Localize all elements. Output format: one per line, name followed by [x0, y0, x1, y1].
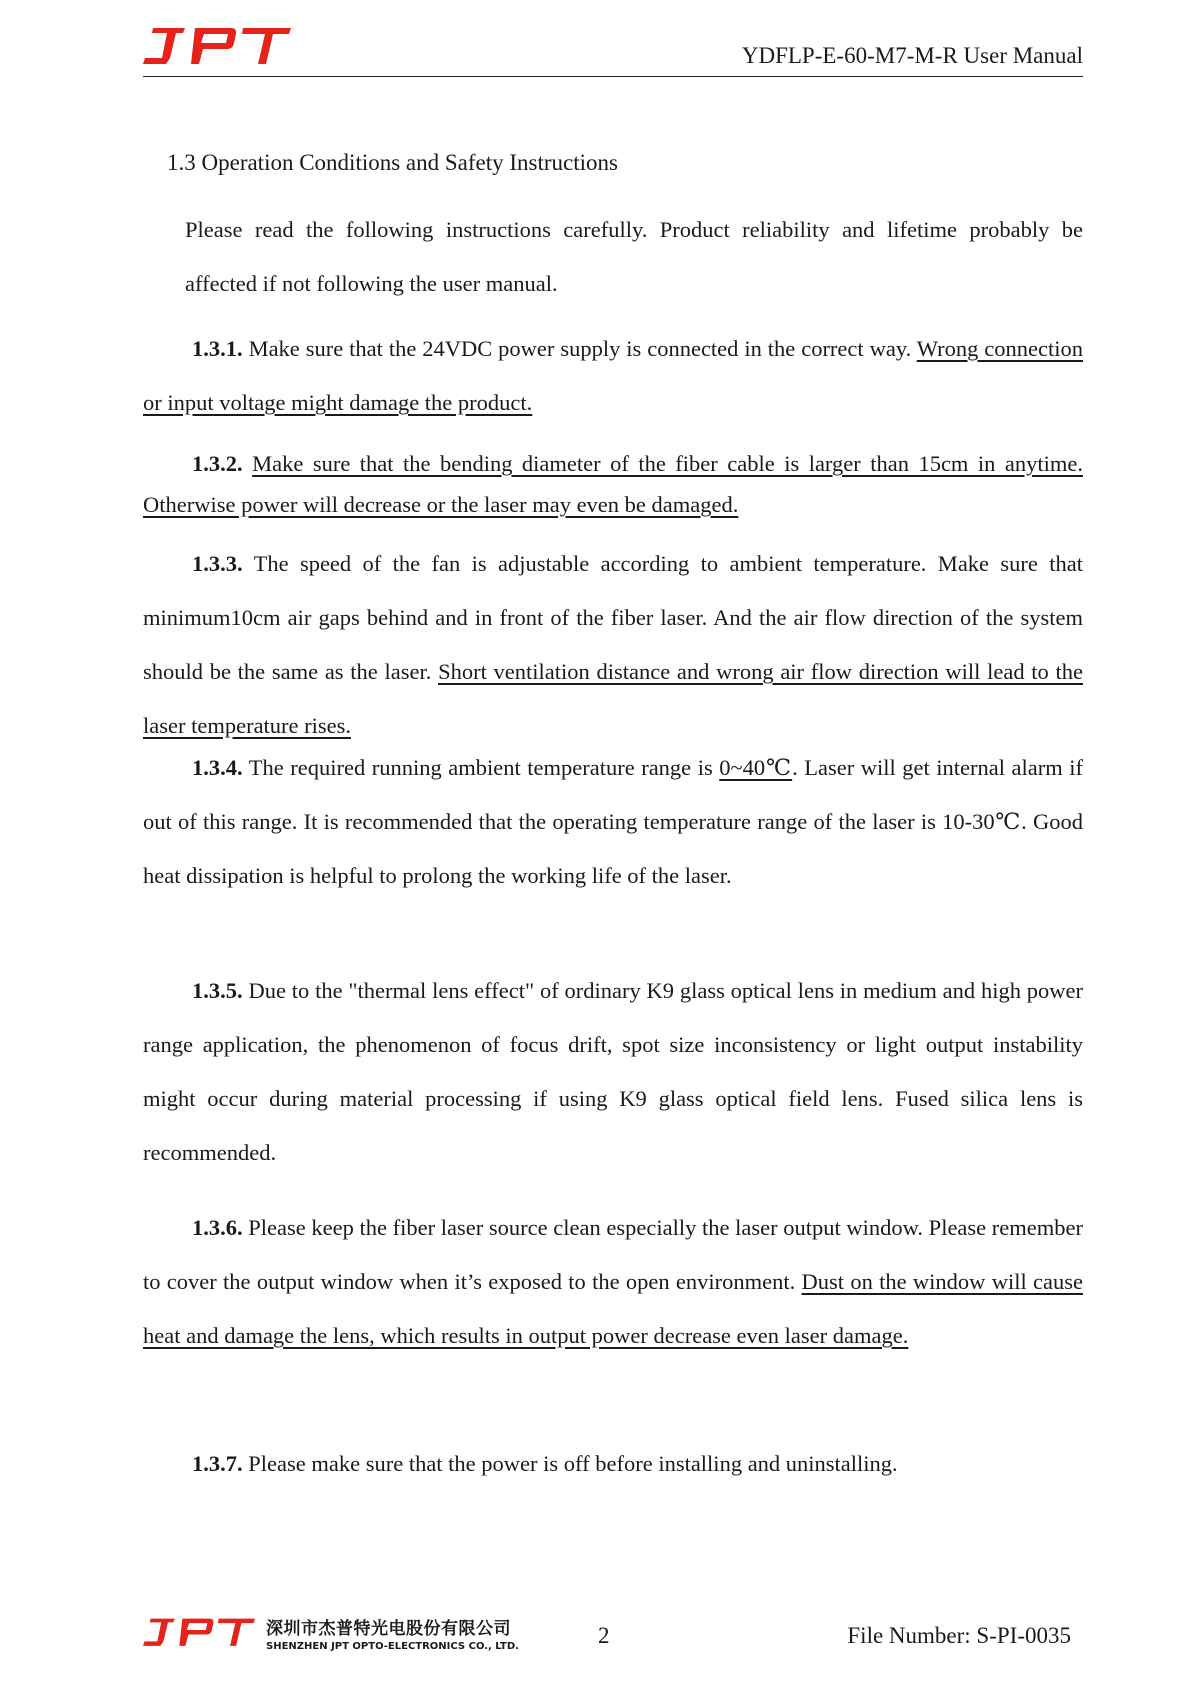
item-text: Due to the "thermal lens effect" of ordinary K9 glass optical lens in medium and high power range application, the phenomenon of focus drift, spot size inconsistency or light output instability might occur during material processing if using K9 glass optical field lens. Fused silica lens is recommended. — [143, 978, 1084, 1165]
item-text: The speed of the fan is adjustable according to ambient temperature. Make sure that minimum10cm air gaps behind and in front of the fiber laser. And the air flow direction of the system should be the same as the laser. — [143, 551, 1084, 684]
instruction-1-3-7 — [143, 1437, 1083, 1491]
company-name-chinese: 深圳市杰普特光电股份有限公司 — [266, 1619, 511, 1639]
instruction-1-3-4 — [143, 741, 1083, 903]
item-number: 1.3.5. — [192, 978, 243, 1003]
item-warning: Make sure that the bending diameter of the fiber cable is larger than 15cm in anytime. Otherwise power will decrease or the laser may even be damaged. — [143, 451, 1083, 517]
instruction-1-3-5 — [143, 964, 1083, 1180]
temperature-range: 0~40℃ — [719, 755, 793, 780]
instruction-1-3-3 — [143, 537, 1083, 753]
item-number: 1.3.1. — [192, 336, 243, 361]
instruction-1-3-1 — [143, 322, 1083, 430]
instruction-1-3-2 — [143, 443, 1083, 525]
section-title: 1.3 Operation Conditions and Safety Instructions — [167, 150, 618, 175]
item-warning: Wrong connection or input voltage might damage the product. — [143, 336, 1083, 415]
item-text: Please keep the fiber laser source clean especially the laser output window. Please remember to cover the output window when it’s exposed to the open environment. — [143, 1215, 1083, 1294]
item-number: 1.3.3. — [192, 551, 243, 576]
item-warning: Short ventilation distance and wrong air flow direction will lead to the laser temperature rises. — [143, 659, 1084, 738]
jpt-logo — [143, 28, 291, 66]
item-text: Make sure that the 24VDC power supply is connected in the correct way. — [248, 336, 912, 361]
header-divider — [143, 76, 1083, 77]
file-number: File Number: S-PI-0035 — [847, 1623, 1071, 1648]
company-name-block — [266, 1614, 519, 1652]
item-number: 1.3.2. — [192, 451, 243, 476]
item-number: 1.3.7. — [192, 1451, 243, 1476]
company-name-english: SHENZHEN JPT OPTO-ELECTRONICS CO., LTD. — [266, 1641, 519, 1652]
page-number: 2 — [598, 1623, 610, 1648]
footer-jpt-logo — [143, 1618, 255, 1648]
instruction-1-3-6 — [143, 1201, 1083, 1363]
item-warning: Dust on the window will cause heat and damage the lens, which results in output power decrease even laser damage. — [143, 1269, 1083, 1348]
intro-paragraph: Please read the following instructions carefully. Product reliability and lifetime probably be affected if not following the user manual. — [185, 217, 1083, 296]
item-text: The required running ambient temperature range is — [248, 755, 713, 780]
document-title: YDFLP-E-60-M7-M-R User Manual — [741, 43, 1083, 68]
item-number: 1.3.6. — [192, 1215, 243, 1240]
item-text-continued: . Laser will get internal alarm if out of this range. It is recommended that the operating temperature range of the laser is 10-30℃. Good heat dissipation is helpful to prolong the working life of the laser. — [143, 755, 1084, 888]
item-text: Please make sure that the power is off before installing and uninstalling. — [248, 1451, 898, 1476]
item-number: 1.3.4. — [192, 755, 243, 780]
